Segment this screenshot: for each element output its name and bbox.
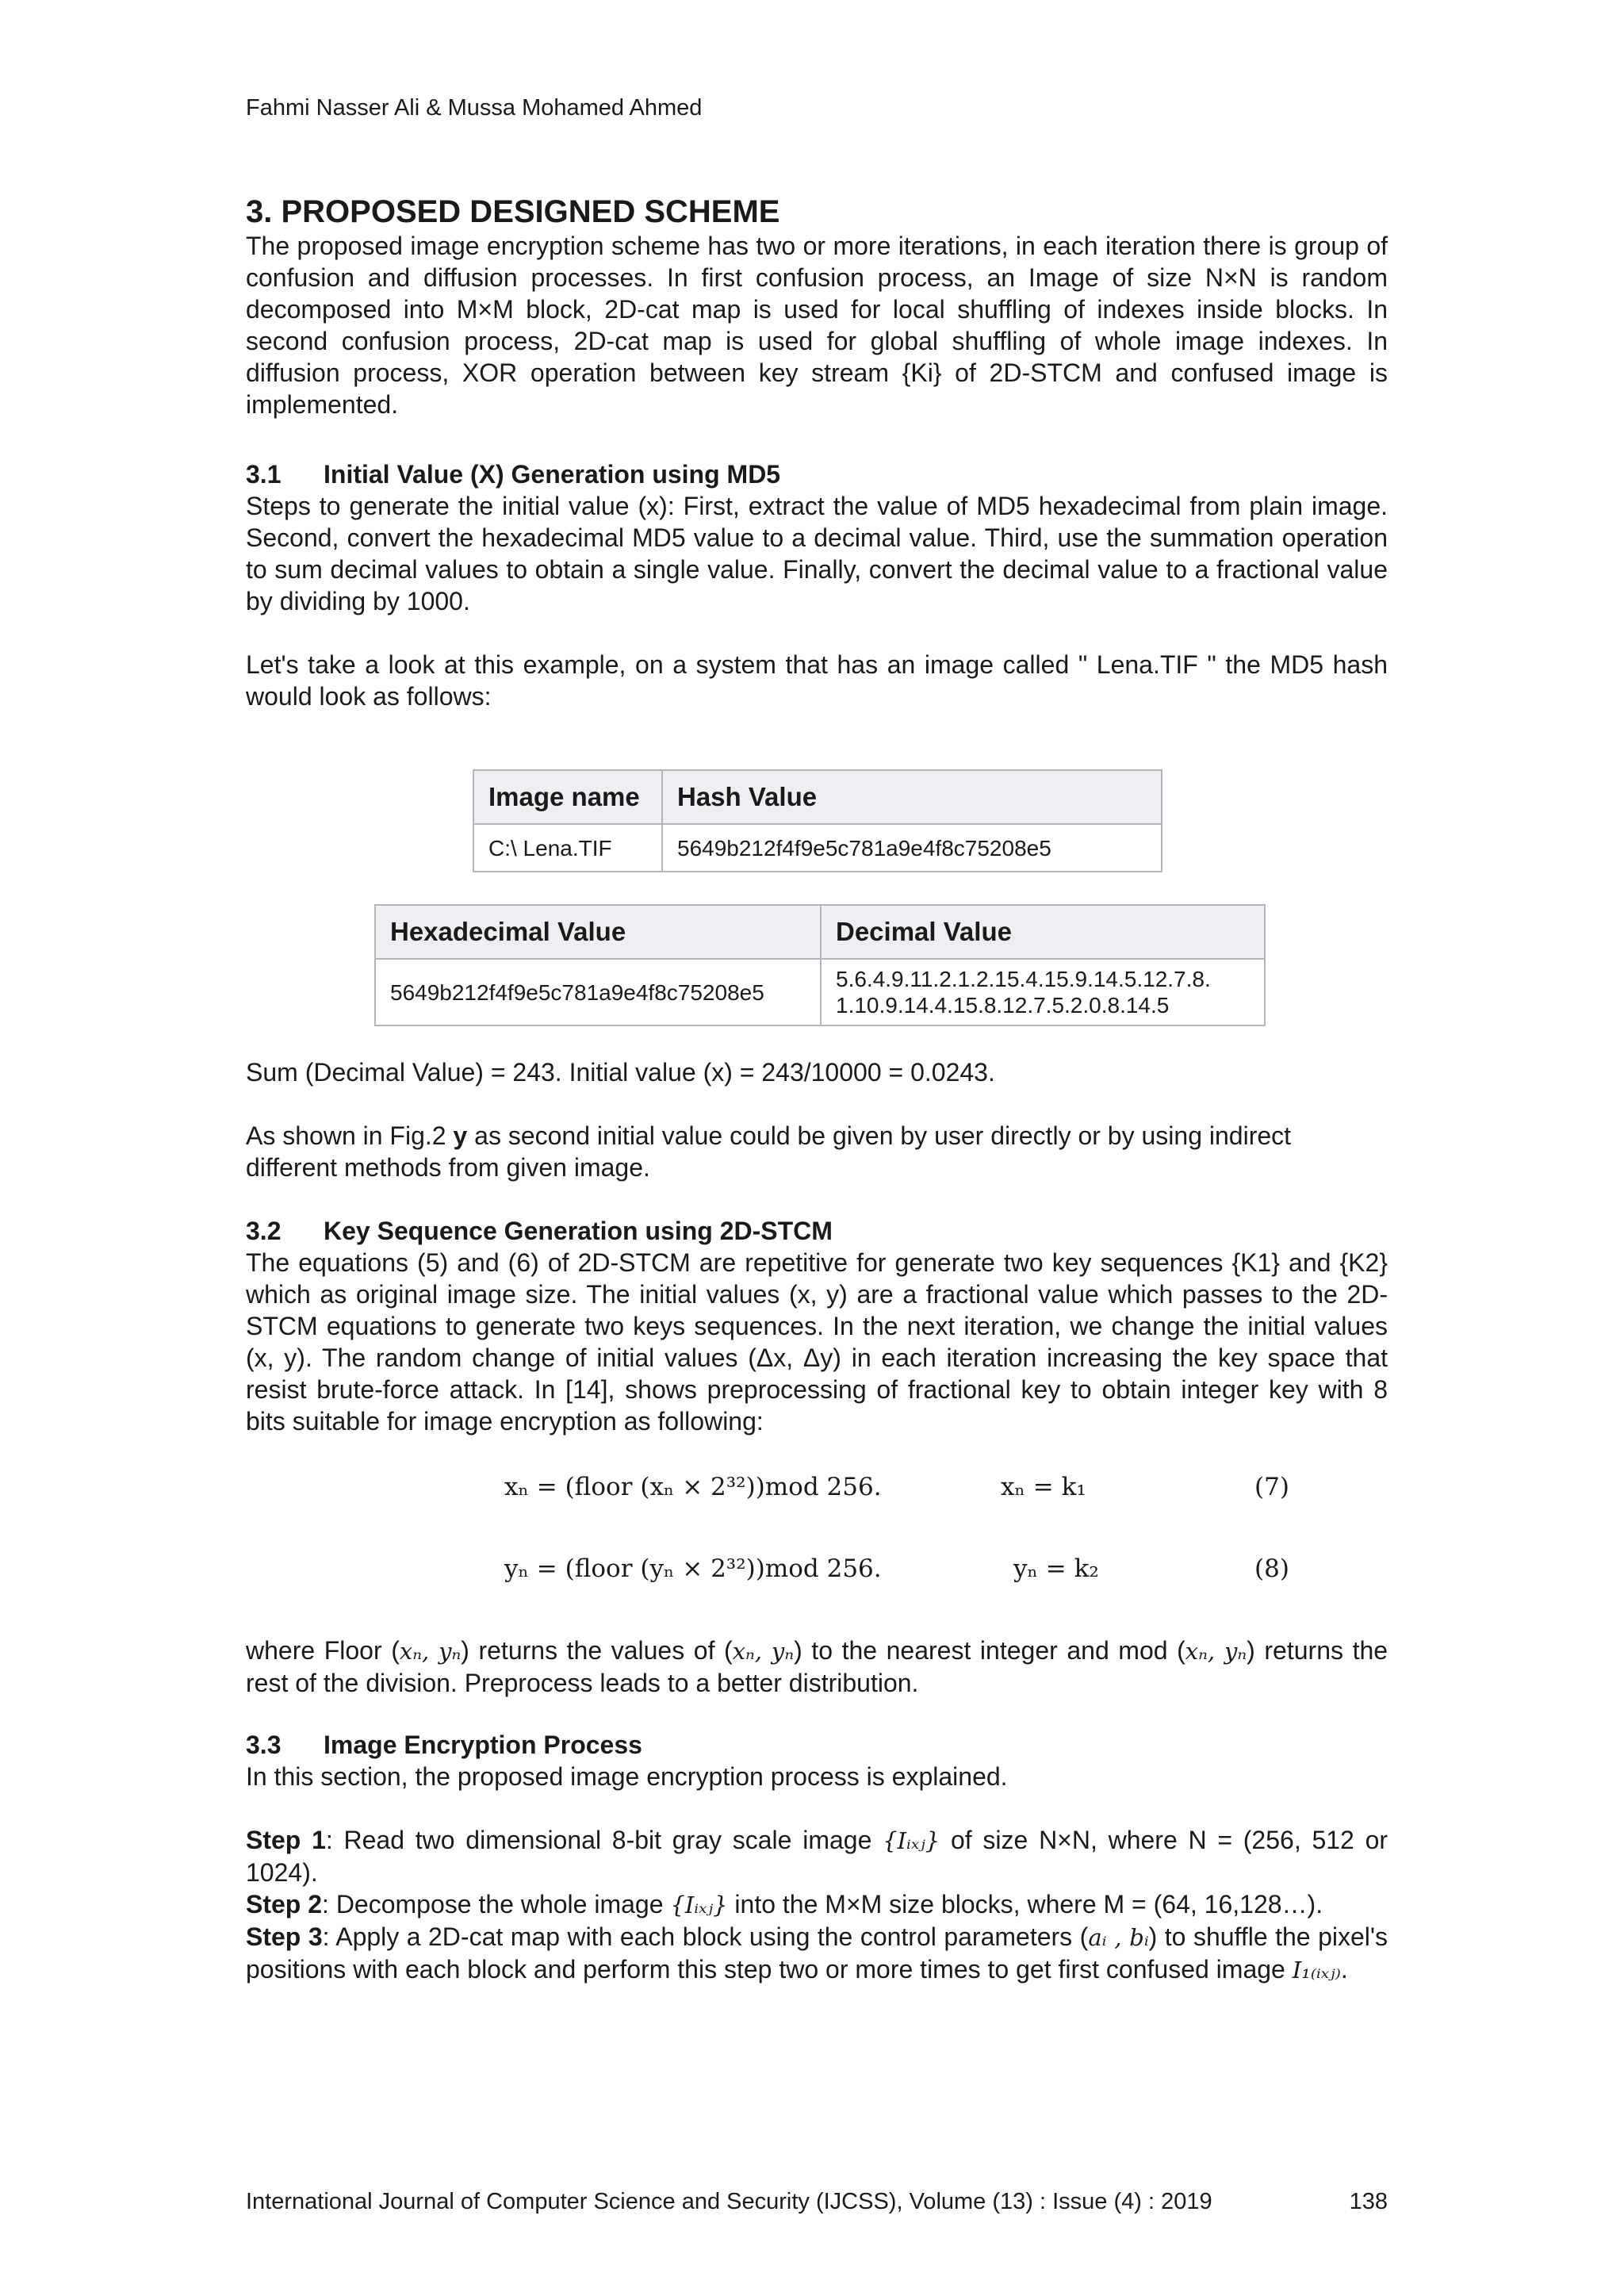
where-text-a: where Floor ( [246, 1636, 400, 1665]
subsection-3-1 [246, 458, 1388, 712]
sum-line: Sum (Decimal Value) = 243. Initial value (x) = 243/10000 = 0.0243. [246, 1058, 995, 1087]
sum-block [246, 1056, 1388, 1183]
equation-8-left: yₙ = (floor (yₙ × 2³²))mod 256. [504, 1554, 882, 1583]
where-text-c: ) to the nearest integer and mod ( [794, 1636, 1185, 1665]
section-3 [246, 194, 1388, 420]
fig-bold-y: y [453, 1121, 468, 1150]
math-control-params: aᵢ , bᵢ [1088, 1924, 1149, 1951]
step-3-text-b: ) to shuffle the pixel's positions with each block and perform this step two or more times to get first confused image [246, 1922, 1388, 1984]
where-paragraph [246, 1635, 1388, 1699]
equation-8-number: (8) [1254, 1554, 1289, 1583]
decimal-line-1: 5.6.4.9.11.2.1.2.15.4.15.9.14.5.12.7.8. [836, 967, 1211, 991]
subsection-3-2 [246, 1215, 1388, 1437]
running-header: Fahmi Nasser Ali & Mussa Mohamed Ahmed [246, 95, 703, 121]
math-confused-image: I₁₍ᵢₓⱼ₎ [1292, 1957, 1341, 1984]
hash-table [473, 769, 1162, 872]
where-text-d: ) returns the rest of the division. Preprocess leads to a better distribution. [246, 1636, 1388, 1697]
subsection-number: 3.1 [246, 460, 282, 489]
fig-text-a: As shown in Fig.2 [246, 1121, 454, 1150]
subsection-heading [246, 1729, 1388, 1761]
cell-image-name: C:\ Lena.TIF [473, 824, 662, 872]
step-1 [246, 1824, 1388, 1888]
math-image-set: {Iᵢₓⱼ} [883, 1827, 940, 1854]
math-xn-yn: xₙ, yₙ [1185, 1638, 1247, 1665]
md5-steps-paragraph: Steps to generate the initial value (x): First, extract the value of MD5 hexadecimal from plain image. Second, convert the hexadecimal MD5 value to a decimal value. Third, use the summation operation to sum decimal values to obtain a single value. Finally, convert the decimal value to a fractional value by dividing by 1000. [246, 492, 1388, 615]
cell-hex-value: 5649b212f4f9e5c781a9e4f8c75208e5 [375, 959, 821, 1025]
page-footer [246, 2189, 1388, 2215]
encryption-intro: In this section, the proposed image encryption process is explained. [246, 1762, 1008, 1791]
cell-hash-value: 5649b212f4f9e5c781a9e4f8c75208e5 [662, 824, 1162, 872]
where-text-b: ) returns the values of ( [461, 1636, 733, 1665]
step-2-text-b: into the M×M size blocks, where M = (64, 16,128…). [727, 1890, 1323, 1918]
header-hexadecimal: Hexadecimal Value [375, 905, 821, 959]
subsection-3-3 [246, 1729, 1388, 1986]
header-image-name: Image name [473, 770, 662, 824]
section-title: 3. PROPOSED DESIGNED SCHEME [246, 194, 780, 229]
math-xn-yn: xₙ, yₙ [732, 1638, 795, 1665]
step-3-text-a: : Apply a 2D-cat map with each block using the control parameters ( [322, 1922, 1089, 1951]
step-1-text-a: : Read two dimensional 8-bit gray scale image [325, 1826, 883, 1854]
step-3-label: Step 3 [246, 1922, 323, 1951]
equation-8-right: yₙ = k₂ [1013, 1554, 1099, 1583]
journal-citation: International Journal of Computer Science and Security (IJCSS), Volume (13) : Issue (4) : 2019 [246, 2189, 1212, 2214]
header-decimal: Decimal Value [821, 905, 1265, 959]
step-3-text-c: . [1340, 1955, 1348, 1984]
step-2-label: Step 2 [246, 1890, 323, 1918]
lena-example-paragraph: Let's take a look at this example, on a system that has an image called " Lena.TIF " the MD5 hash would look as follows: [246, 650, 1388, 711]
cell-decimal-value [821, 959, 1265, 1025]
step-2-text-a: : Decompose the whole image [322, 1890, 671, 1918]
header-hash-value: Hash Value [662, 770, 1162, 824]
decimal-line-2: 1.10.9.14.4.15.8.12.7.5.2.0.8.14.5 [836, 993, 1170, 1018]
equation-7-right: xₙ = k₁ [1001, 1473, 1086, 1501]
step-1-text-b: of size N×N, where N = (256, 512 or 1024). [246, 1826, 1388, 1887]
subsection-title: Image Encryption Process [324, 1731, 642, 1759]
math-image-set: {Iᵢₓⱼ} [670, 1892, 728, 1918]
step-2 [246, 1888, 1388, 1921]
equation-7-number: (7) [1254, 1473, 1289, 1501]
key-sequence-paragraph: The equations (5) and (6) of 2D-STCM are repetitive for generate two key sequences {K1} and {K2} which as original image size. The initial values (x, y) are a fractional value which passes to the 2D-STCM equations to generate two keys sequences. In the next iteration, we change the initial values (x, y). The random change of initial values (Δx, Δy) in each iteration increasing the key space that resist brute-force attack. In [14], shows preprocessing of fractional key to obtain integer key with 8 bits suitable for image encryption as following: [246, 1248, 1388, 1435]
subsection-heading [246, 458, 1388, 490]
math-xn-yn: xₙ, yₙ [399, 1638, 462, 1665]
fig-paragraph [246, 1120, 1388, 1183]
subsection-heading [246, 1215, 1388, 1247]
step-3 [246, 1921, 1388, 1986]
step-1-label: Step 1 [246, 1826, 326, 1854]
equation-7-left: xₙ = (floor (xₙ × 2³²))mod 256. [504, 1473, 882, 1501]
fig-text-b: as second initial value could be given by user directly or by using indirect different methods from given image. [246, 1121, 1292, 1182]
subsection-title: Initial Value (X) Generation using MD5 [324, 460, 781, 489]
subsection-number: 3.3 [246, 1731, 282, 1759]
hex-decimal-table [374, 904, 1266, 1026]
subsection-number: 3.2 [246, 1217, 282, 1245]
page-number: 138 [1349, 2189, 1388, 2214]
subsection-title: Key Sequence Generation using 2D-STCM [324, 1217, 833, 1245]
section-3-paragraph: The proposed image encryption scheme has two or more iterations, in each iteration there is group of confusion and diffusion processes. In first confusion process, an Image of size N×N is random decomposed into M×M block, 2D-cat map is used for local shuffling of indexes inside blocks. In second confusion process, 2D-cat map is used for global shuffling of whole image indexes. In diffusion process, XOR operation between key stream {Ki} of 2D-STCM and confused image is implemented. [246, 232, 1388, 419]
